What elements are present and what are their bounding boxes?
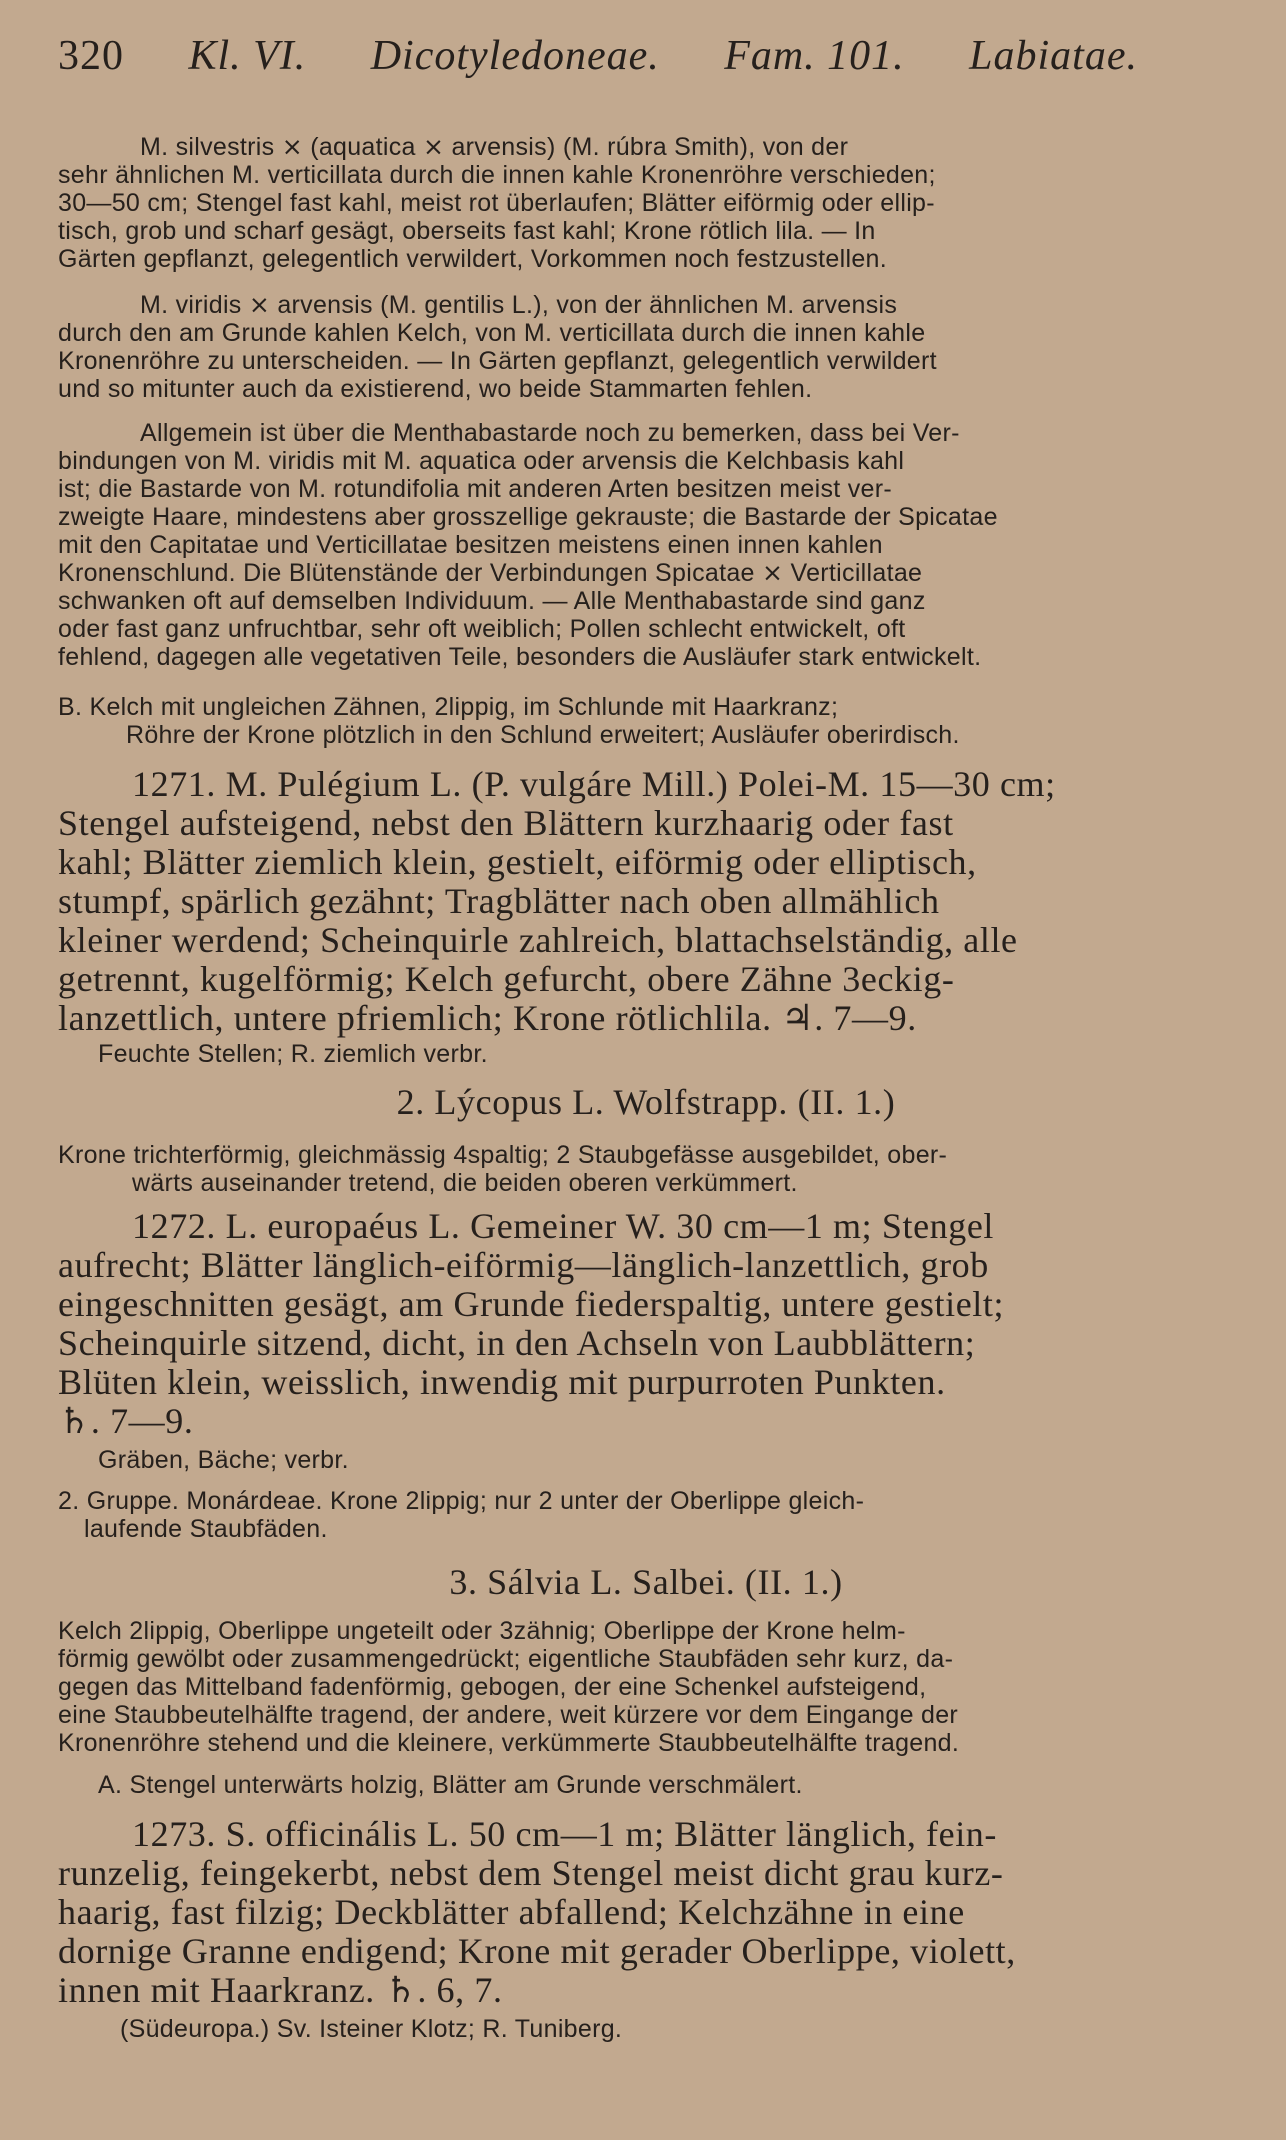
text-line: sehr ähnlichen M. verticillata durch die innen kahle Kronenröhre verschieden; [58, 162, 936, 189]
text-line: wärts auseinander tretend, die beiden oberen verkümmert. [132, 1170, 798, 1197]
text-line: getrennt, kugelförmig; Kelch gefurcht, obere Zähne 3eckig- [58, 959, 955, 999]
species-entry-1271: 1271. M. Pulégium L. (P. vulgáre Mill.) Polei-M. 15—30 cm; [132, 764, 1056, 804]
text-line: Gärten gepflanzt, gelegentlich verwildert, Vorkommen noch festzustellen. [58, 246, 887, 273]
text-line: M. viridis ⨯ arvensis (M. gentilis L.), von der ähnlichen M. arvensis [140, 292, 898, 319]
text-line: eine Staubbeutelhälfte tragend, der andere, weit kürzere vor dem Eingange der [58, 1702, 959, 1729]
text-line: Scheinquirle sitzend, dicht, in den Achseln von Laubblättern; [58, 1323, 976, 1363]
text-line: haarig, fast filzig; Deckblätter abfallend; Kelchzähne in eine [58, 1892, 965, 1932]
text-line: förmig gewölbt oder zusammengedrückt; eigentliche Staubfäden sehr kurz, da- [58, 1646, 954, 1673]
habitat-note: Feuchte Stellen; R. ziemlich verbr. [98, 1041, 488, 1068]
running-header [58, 32, 1138, 80]
page-number: 320 [58, 33, 124, 79]
text-line: Kronenröhre stehend und die kleinere, verkümmerte Staubbeutelhälfte tragend. [58, 1730, 960, 1757]
text-line: Kelch 2lippig, Oberlippe ungeteilt oder 3zähnig; Oberlippe der Krone helm- [58, 1618, 906, 1645]
header-family: Labiatae. [969, 33, 1138, 79]
text-line: und so mitunter auch da existierend, wo beide Stammarten fehlen. [58, 376, 813, 403]
habitat-note: Gräben, Bäche; verbr. [98, 1447, 349, 1474]
header-subclass: Dicotyledoneae. [370, 33, 660, 79]
text-line: Kronenröhre zu unterscheiden. — In Gärten gepflanzt, gelegentlich verwildert [58, 348, 937, 375]
text-line: schwanken oft auf demselben Individuum. — Alle Menthabastarde sind ganz [58, 588, 926, 615]
text-line: eingeschnitten gesägt, am Grunde fiederspaltig, untere gestielt; [58, 1284, 1005, 1324]
header-family-number: Fam. 101. [724, 33, 905, 79]
group-heading: 2. Gruppe. Monárdeae. Krone 2lippig; nur 2 unter der Oberlippe gleich- [58, 1488, 865, 1515]
text-line: laufende Staubfäden. [84, 1516, 328, 1543]
species-entry-1273: 1273. S. officinális L. 50 cm—1 m; Blätter länglich, fein- [132, 1814, 997, 1854]
text-line: fehlend, dagegen alle vegetativen Teile, besonders die Ausläufer stark entwickelt. [58, 644, 982, 671]
species-entry-1272: 1272. L. europaéus L. Gemeiner W. 30 cm—1 m; Stengel [132, 1206, 995, 1246]
text-line: kleiner werdend; Scheinquirle zahlreich, blattachselständig, alle [58, 920, 1018, 960]
text-line: oder fast ganz unfruchtbar, sehr oft weiblich; Pollen schlecht entwickelt, oft [58, 616, 906, 643]
text-line: bindungen von M. viridis mit M. aquatica oder arvensis die Kelchbasis kahl [58, 448, 905, 475]
text-line: aufrecht; Blätter länglich-eiförmig—länglich-lanzettlich, grob [58, 1245, 989, 1285]
text-line: tisch, grob und scharf gesägt, oberseits fast kahl; Krone rötlich lila. — In [58, 218, 876, 245]
text-line: runzelig, feingekerbt, nebst dem Stengel meist dicht grau kurz- [58, 1853, 1004, 1893]
header-class: Kl. VI. [188, 33, 307, 79]
text-line: innen mit Haarkranz. ♄. 6, 7. [58, 1970, 503, 2010]
text-line: zweigte Haare, mindestens aber grosszellige gekrauste; die Bastarde der Spicatae [58, 504, 998, 531]
genus-heading-lycopus: 2. Lýcopus L. Wolfstrapp. (II. 1.) [396, 1082, 896, 1122]
text-line: kahl; Blätter ziemlich klein, gestielt, eiförmig oder elliptisch, [58, 842, 977, 882]
habitat-note: (Südeuropa.) Sv. Isteiner Klotz; R. Tuniberg. [120, 2016, 623, 2043]
text-line: Röhre der Krone plötzlich in den Schlund erweitert; Ausläufer oberirdisch. [126, 722, 960, 749]
text-line: mit den Capitatae und Verticillatae besitzen meistens einen innen kahlen [58, 532, 883, 559]
text-line: stumpf, spärlich gezähnt; Tragblätter nach oben allmählich [58, 881, 940, 921]
text-line: Blüten klein, weisslich, inwendig mit purpurroten Punkten. [58, 1362, 946, 1402]
text-line: Stengel aufsteigend, nebst den Blättern kurzhaarig oder fast [58, 803, 954, 843]
text-line: 30—50 cm; Stengel fast kahl, meist rot überlaufen; Blätter eiförmig oder ellip- [58, 190, 935, 217]
text-line: ♄. 7—9. [58, 1401, 194, 1441]
text-line: lanzettlich, untere pfriemlich; Krone rötlichlila. ♃. 7—9. [58, 998, 917, 1038]
text-line: durch den am Grunde kahlen Kelch, von M. verticillata durch die innen kahle [58, 320, 926, 347]
text-line: Kronenschlund. Die Blütenstände der Verbindungen Spicatae ⨯ Verticillatae [58, 560, 923, 587]
text-line: ist; die Bastarde von M. rotundifolia mit anderen Arten besitzen meist ver- [58, 476, 892, 503]
text-line: B. Kelch mit ungleichen Zähnen, 2lippig, im Schlunde mit Haarkranz; [58, 694, 839, 721]
text-line: dornige Granne endigend; Krone mit gerader Oberlippe, violett, [58, 1931, 1016, 1971]
text-line: M. silvestris ⨯ (aquatica ⨯ arvensis) (M. rúbra Smith), von der [140, 134, 849, 161]
text-line: gegen das Mittelband fadenförmig, gebogen, der eine Schenkel aufsteigend, [58, 1674, 927, 1701]
subsection-heading: A. Stengel unterwärts holzig, Blätter am Grunde verschmälert. [98, 1772, 803, 1799]
text-line: Allgemein ist über die Menthabastarde noch zu bemerken, dass bei Ver- [140, 420, 960, 447]
text-line: Krone trichterförmig, gleichmässig 4spaltig; 2 Staubgefässe ausgebildet, ober- [58, 1142, 948, 1169]
genus-heading-salvia: 3. Sálvia L. Salbei. (II. 1.) [449, 1562, 843, 1602]
